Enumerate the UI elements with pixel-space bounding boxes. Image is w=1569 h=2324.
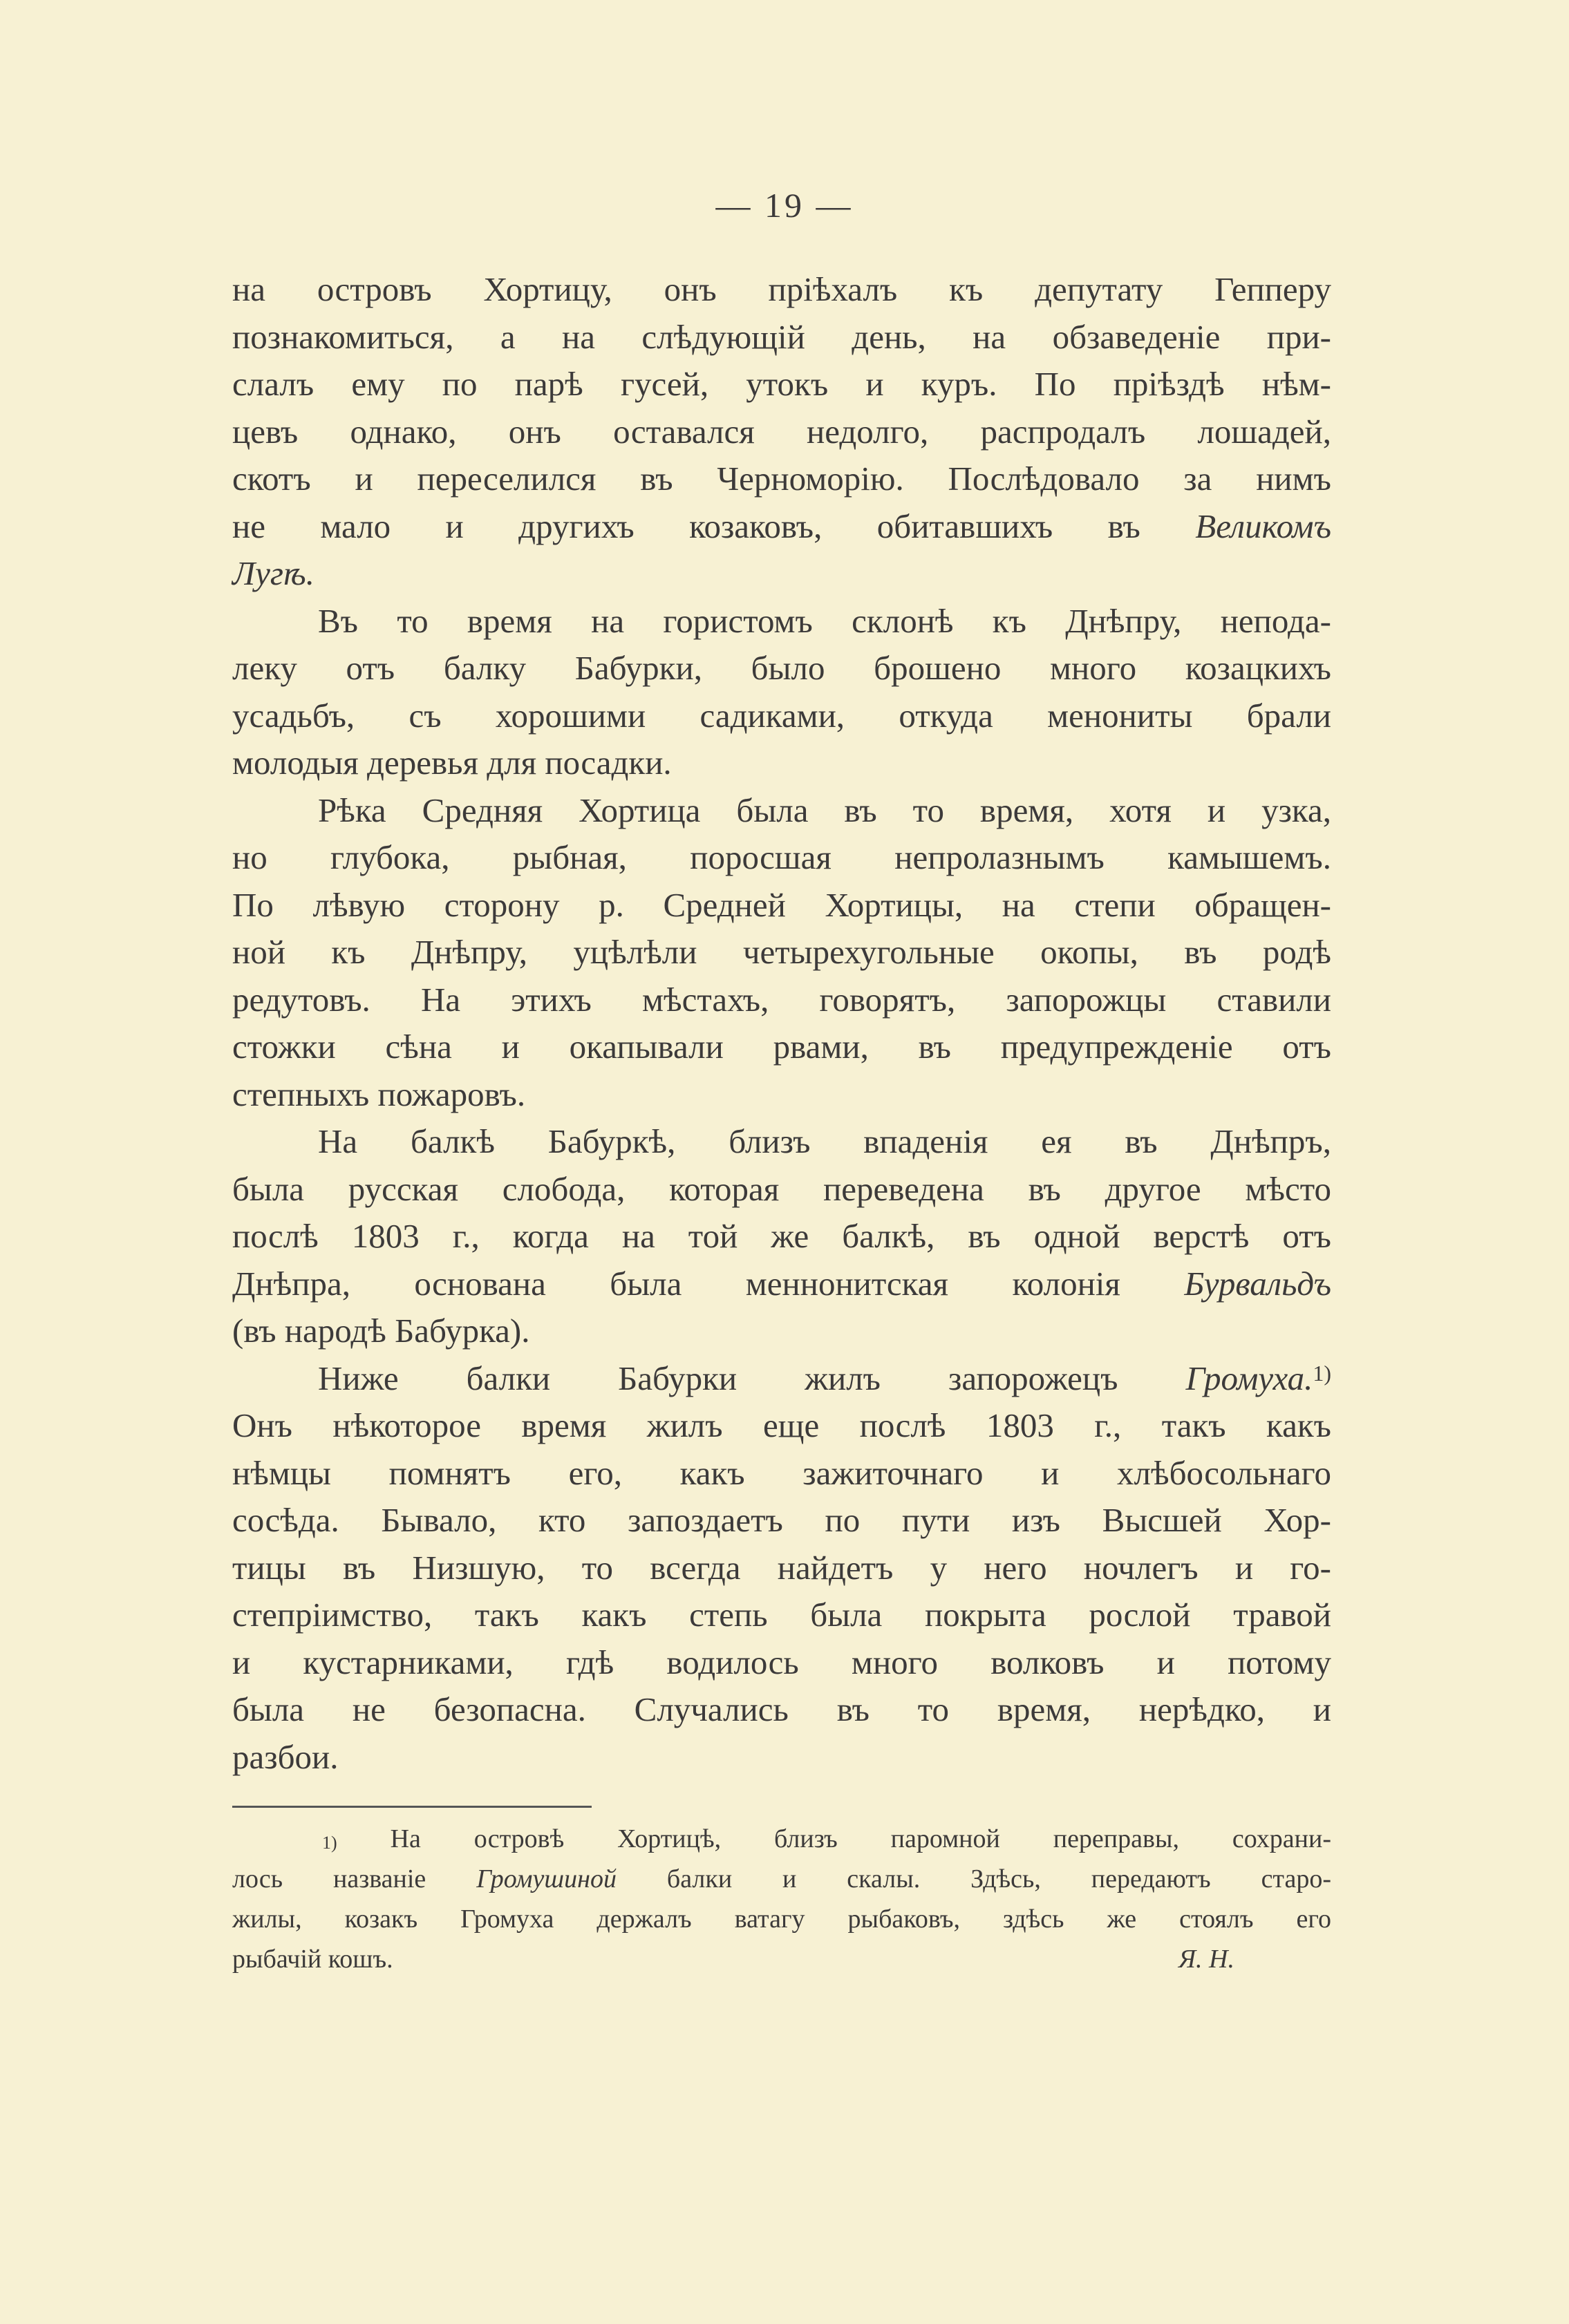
footnote <box>232 1819 1331 1979</box>
text-fragment: рыбачій кошъ. <box>232 1945 393 1974</box>
text-line: и кустарниками, гдѣ водилось много волковъ и потому <box>232 1643 1331 1681</box>
text-line: тицы въ Низшую, то всегда найдетъ у него ночлегъ и го- <box>232 1548 1331 1587</box>
author-signature: Я. Н. <box>1178 1945 1234 1974</box>
text-line: познакомиться, а на слѣдующій день, на обзаведеніе при- <box>232 317 1331 356</box>
text-fragment: балки и скалы. Здѣсь, передаютъ старо- <box>666 1864 1332 1893</box>
text-fragment: не мало и другихъ козаковъ, обитавшихъ въ <box>232 507 1140 545</box>
text-line: сосѣда. Бывало, кто запоздаетъ по пути изъ Высшей Хор- <box>232 1501 1331 1539</box>
footnote-line <box>232 1939 1331 1979</box>
footnote-ref: 1) <box>1313 1360 1332 1386</box>
text-line: Лугѣ. <box>232 554 314 592</box>
text-line: но глубока, рыбная, поросшая непролазнымъ камышемъ. <box>232 838 1331 876</box>
paragraph-start: Въ то время на гористомъ склонѣ къ Днѣпру, непода- <box>318 601 1331 640</box>
text-line: цевъ однако, онъ оставался недолго, распродалъ лошадей, <box>232 412 1331 451</box>
italic-term: Громушиной <box>476 1864 617 1893</box>
text-fragment: Днѣпра, основана была меннонитская колонія <box>232 1264 1120 1303</box>
text-line: леку отъ балку Бабурки, было брошено много козацкихъ <box>232 649 1331 687</box>
text-line: (въ народѣ Бабурка). <box>232 1312 530 1350</box>
text-fragment: На островѣ Хортицѣ, близъ паромной переправы, сохрани- <box>390 1824 1331 1853</box>
italic-term: Громуха. <box>1185 1359 1313 1397</box>
footnote-line: жилы, козакъ Громуха держалъ ватагу рыбаковъ, здѣсь же стоялъ его <box>232 1905 1331 1934</box>
footnote-line <box>232 1819 1331 1859</box>
text-line <box>232 1260 1331 1308</box>
text-line: разбои. <box>232 1737 339 1776</box>
paragraph-start: На балкѣ Бабуркѣ, близъ впаденія ея въ Днѣпръ, <box>318 1122 1331 1160</box>
text-line: молодыя деревья для посадки. <box>232 744 672 782</box>
italic-term: Великомъ <box>1195 507 1331 545</box>
footnote-divider <box>232 1806 592 1808</box>
text-line: была не безопасна. Случались въ то время, нерѣдко, и <box>232 1690 1331 1728</box>
text-line: редутовъ. На этихъ мѣстахъ, говорятъ, запорожцы ставили <box>232 980 1331 1019</box>
text-line: стожки сѣна и окапывали рвами, въ предупрежденіе отъ <box>232 1028 1331 1066</box>
main-text <box>232 266 1331 1781</box>
text-line: ной къ Днѣпру, уцѣлѣли четырехугольные окопы, въ родѣ <box>232 933 1331 971</box>
footnote-line <box>232 1859 1331 1899</box>
text-line: была русская слобода, которая переведена въ другое мѣсто <box>232 1169 1331 1208</box>
page-number: — 19 — <box>715 186 854 225</box>
footnote-marker: 1) <box>322 1833 337 1853</box>
text-line: Онъ нѣкоторое время жилъ еще послѣ 1803 г., такъ какъ <box>232 1406 1331 1444</box>
paragraph-start <box>232 1355 1331 1403</box>
text-fragment: лось названіе <box>232 1864 426 1893</box>
paragraph-start: Рѣка Средняя Хортица была въ то время, хотя и узка, <box>318 791 1331 829</box>
text-line: слалъ ему по парѣ гусей, утокъ и куръ. По пріѣздѣ нѣм- <box>232 365 1331 403</box>
text-line <box>232 503 1331 551</box>
text-line: По лѣвую сторону р. Средней Хортицы, на степи обращен- <box>232 885 1331 924</box>
text-line: усадьбъ, съ хорошими садиками, откуда менониты брали <box>232 696 1331 735</box>
text-line: послѣ 1803 г., когда на той же балкѣ, въ одной верстѣ отъ <box>232 1217 1331 1255</box>
text-line: степныхъ пожаровъ. <box>232 1075 526 1113</box>
text-line: на островъ Хортицу, онъ пріѣхалъ къ депутату Гепперу <box>232 270 1331 308</box>
text-line: нѣмцы помнятъ его, какъ зажиточнаго и хлѣбосольнаго <box>232 1453 1331 1492</box>
text-line: скотъ и переселился въ Черноморію. Послѣдовало за нимъ <box>232 460 1331 498</box>
text-fragment: Ниже балки Бабурки жилъ запорожецъ <box>318 1359 1118 1397</box>
italic-term: Бурвальдъ <box>1184 1264 1332 1303</box>
text-line: степріимство, такъ какъ степь была покрыта рослой травой <box>232 1596 1331 1634</box>
